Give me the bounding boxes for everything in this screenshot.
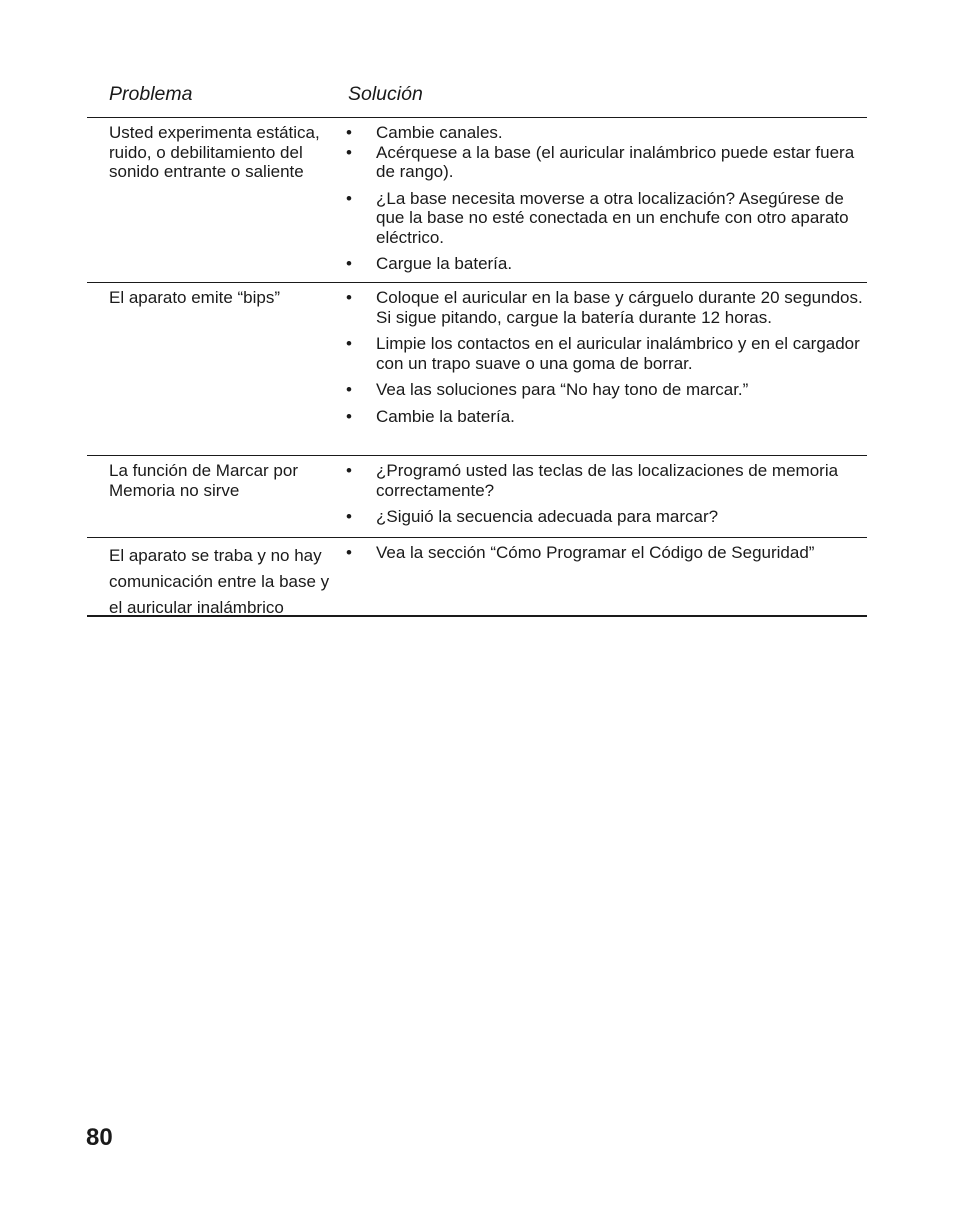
- solution-item: [343, 123, 867, 143]
- problem-text: El aparato se traba y no hay comunicación entre la base y el auricular inalámbrico: [109, 546, 330, 617]
- troubleshooting-table: [87, 80, 867, 617]
- solution-text: Coloque el auricular en la base y cárguelo durante 20 segundos. Si sigue pitando, cargue la batería durante 12 horas.: [376, 288, 863, 327]
- solution-list: [343, 288, 867, 426]
- table-row: [87, 538, 867, 617]
- solution-list: [343, 543, 867, 563]
- solution-list: [343, 461, 867, 527]
- solution-text: Cambie la batería.: [376, 406, 515, 426]
- bullet-icon: •: [346, 334, 352, 353]
- solution-item: [343, 189, 867, 248]
- solution-item: [343, 288, 867, 327]
- bullet-icon: •: [346, 188, 352, 208]
- solution-item: [343, 254, 867, 274]
- solution-text: Cambie canales.: [376, 123, 503, 142]
- table-row: [87, 283, 867, 456]
- solution-item: [343, 461, 867, 500]
- solution-text: Limpie los contactos en el auricular inalámbrico y en el cargador con un trapo suave o una goma de borrar.: [376, 334, 860, 373]
- solution-text: Cargue la batería.: [376, 254, 513, 273]
- solution-text: ¿Siguió la secuencia adecuada para marcar?: [376, 507, 719, 526]
- page-number: 80: [86, 1124, 113, 1151]
- column-header-solution: Solución: [348, 83, 423, 105]
- problem-text: Usted experimenta estática, ruido, o debilitamiento del sonido entrante o saliente: [109, 123, 320, 181]
- solution-item: [343, 334, 867, 373]
- table-header: [87, 80, 867, 118]
- table-row: [87, 118, 867, 283]
- solution-item: [343, 380, 867, 400]
- solution-text: Acérquese a la base (el auricular inalámbrico puede estar fuera de rango).: [376, 142, 855, 181]
- solution-text: Vea la sección “Cómo Programar el Código de Seguridad”: [376, 543, 815, 562]
- bullet-icon: •: [346, 406, 352, 426]
- column-header-problem: Problema: [109, 83, 193, 105]
- solution-item: [343, 407, 867, 427]
- bullet-icon: •: [346, 254, 352, 273]
- bullet-icon: •: [346, 142, 352, 162]
- table-row: [87, 456, 867, 538]
- bullet-icon: •: [346, 507, 352, 526]
- problem-text: La función de Marcar por Memoria no sirve: [109, 461, 298, 500]
- bullet-icon: •: [346, 288, 352, 307]
- solution-item: [343, 543, 867, 563]
- bullet-icon: •: [346, 123, 352, 142]
- solution-list: [343, 123, 867, 274]
- solution-item: [343, 143, 867, 182]
- problem-text: El aparato emite “bips”: [109, 288, 281, 307]
- solution-text: ¿Programó usted las teclas de las localizaciones de memoria correctamente?: [376, 461, 839, 500]
- bullet-icon: •: [346, 543, 352, 562]
- bullet-icon: •: [346, 461, 352, 480]
- solution-item: [343, 507, 867, 527]
- solution-text: Vea las soluciones para “No hay tono de marcar.”: [376, 380, 749, 399]
- solution-text: ¿La base necesita moverse a otra localización? Asegúrese de que la base no esté conectada en un enchufe con otro aparato eléctrico.: [376, 188, 849, 247]
- bullet-icon: •: [346, 380, 352, 399]
